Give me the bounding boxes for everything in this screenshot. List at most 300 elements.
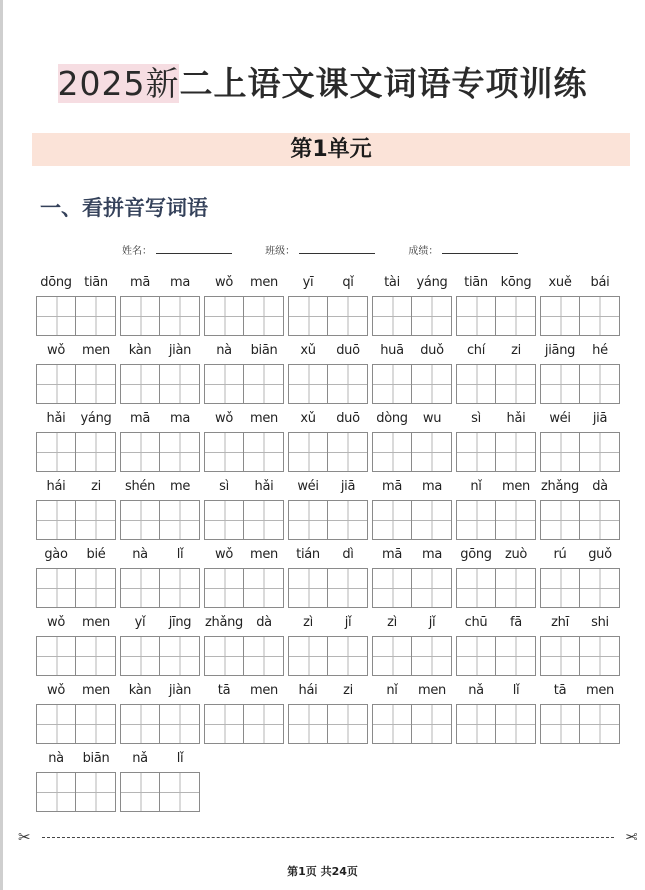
pinyin-line	[120, 270, 200, 296]
pinyin-syllable: men	[501, 479, 530, 494]
tianzige-pair	[288, 568, 368, 608]
word-item	[372, 610, 452, 678]
writing-cell[interactable]	[160, 364, 200, 404]
pinyin-syllable: bái	[590, 275, 610, 290]
pinyin-syllable: shi	[591, 615, 609, 630]
pinyin-syllable: mā	[381, 547, 403, 562]
pinyin-syllable: wéi	[297, 479, 319, 494]
pinyin-line	[456, 474, 536, 500]
writing-cell[interactable]	[120, 296, 160, 336]
tianzige-pair	[288, 500, 368, 540]
tianzige-pair	[540, 636, 620, 676]
tianzige-pair	[456, 432, 536, 472]
pinyin-syllable: jīng	[168, 615, 192, 630]
writing-cell[interactable]	[540, 636, 580, 676]
writing-cell[interactable]	[580, 364, 620, 404]
writing-cell[interactable]	[496, 636, 536, 676]
writing-cell[interactable]	[120, 432, 160, 472]
writing-cell[interactable]	[160, 296, 200, 336]
name-blank[interactable]	[156, 244, 232, 254]
exercise-row	[36, 542, 626, 610]
writing-cell[interactable]	[288, 364, 328, 404]
dashed-divider	[42, 837, 614, 838]
writing-cell[interactable]	[204, 636, 244, 676]
pinyin-syllable: guǒ	[588, 547, 612, 562]
tianzige-pair	[204, 500, 284, 540]
pinyin-syllable: shén	[124, 479, 156, 494]
writing-cell[interactable]	[244, 500, 284, 540]
pinyin-syllable: zuò	[504, 547, 528, 562]
writing-cell[interactable]	[412, 296, 452, 336]
pinyin-syllable: wéi	[549, 411, 571, 426]
pinyin-syllable: hái	[298, 683, 318, 698]
pinyin-line	[540, 610, 620, 636]
tianzige-pair	[120, 432, 200, 472]
pinyin-syllable: dà	[256, 615, 272, 630]
pinyin-line	[36, 542, 116, 568]
writing-cell[interactable]	[36, 568, 76, 608]
scissors-icon: ✂	[625, 828, 638, 846]
word-item	[120, 746, 200, 814]
tianzige-pair	[372, 704, 452, 744]
pinyin-syllable: tā	[217, 683, 231, 698]
writing-cell[interactable]	[540, 568, 580, 608]
pinyin-syllable: zì	[303, 615, 313, 630]
pinyin-syllable: kōng	[500, 275, 532, 290]
word-item	[36, 678, 116, 746]
pinyin-syllable: zi	[511, 343, 521, 358]
pinyin-line	[204, 338, 284, 364]
pinyin-syllable: biān	[82, 751, 110, 766]
writing-cell[interactable]	[76, 432, 116, 472]
pinyin-line	[204, 542, 284, 568]
pinyin-line	[540, 338, 620, 364]
pinyin-syllable: men	[81, 343, 110, 358]
writing-cell[interactable]	[328, 432, 368, 472]
pinyin-syllable: wǒ	[47, 615, 65, 630]
pinyin-syllable: gōng	[460, 547, 492, 562]
word-item	[120, 678, 200, 746]
tianzige-pair	[120, 364, 200, 404]
word-item	[204, 270, 284, 338]
pinyin-syllable: fā	[510, 615, 522, 630]
writing-cell[interactable]	[496, 364, 536, 404]
tianzige-pair	[288, 432, 368, 472]
tianzige-pair	[456, 636, 536, 676]
pinyin-line	[36, 610, 116, 636]
tianzige-pair	[288, 364, 368, 404]
pinyin-syllable: nà	[216, 343, 232, 358]
writing-cell[interactable]	[288, 636, 328, 676]
writing-cell[interactable]	[244, 432, 284, 472]
writing-cell[interactable]	[204, 568, 244, 608]
writing-cell[interactable]	[288, 704, 328, 744]
writing-cell[interactable]	[204, 500, 244, 540]
writing-cell[interactable]	[120, 364, 160, 404]
writing-cell[interactable]	[288, 432, 328, 472]
pinyin-syllable: ma	[169, 275, 191, 290]
writing-cell[interactable]	[160, 500, 200, 540]
writing-cell[interactable]	[120, 568, 160, 608]
pinyin-line	[372, 338, 452, 364]
pinyin-syllable: tā	[553, 683, 567, 698]
pinyin-syllable: dòng	[376, 411, 408, 426]
pinyin-line	[36, 338, 116, 364]
writing-cell[interactable]	[456, 296, 496, 336]
pinyin-syllable: nǎ	[468, 683, 484, 698]
word-item	[288, 542, 368, 610]
writing-cell[interactable]	[160, 432, 200, 472]
writing-cell[interactable]	[540, 500, 580, 540]
pinyin-line	[120, 474, 200, 500]
writing-cell[interactable]	[328, 704, 368, 744]
pinyin-syllable: nǐ	[470, 479, 482, 494]
writing-cell[interactable]	[540, 296, 580, 336]
pinyin-syllable: dōng	[40, 275, 72, 290]
writing-cell[interactable]	[372, 500, 412, 540]
word-item	[456, 338, 536, 406]
writing-cell[interactable]	[244, 364, 284, 404]
word-item	[540, 542, 620, 610]
pinyin-syllable: chí	[466, 343, 486, 358]
writing-cell[interactable]	[412, 636, 452, 676]
pinyin-syllable: yī	[302, 275, 314, 290]
writing-cell[interactable]	[456, 704, 496, 744]
word-item	[204, 610, 284, 678]
word-item	[204, 406, 284, 474]
pinyin-syllable: zi	[343, 683, 353, 698]
pinyin-syllable: men	[585, 683, 614, 698]
pinyin-line	[288, 338, 368, 364]
pinyin-line	[288, 474, 368, 500]
writing-cell[interactable]	[580, 704, 620, 744]
writing-cell[interactable]	[160, 568, 200, 608]
writing-cell[interactable]	[540, 432, 580, 472]
writing-cell[interactable]	[76, 500, 116, 540]
exercise-row	[36, 338, 626, 406]
word-item	[120, 270, 200, 338]
tianzige-pair	[36, 568, 116, 608]
pinyin-line	[120, 610, 200, 636]
word-item	[288, 338, 368, 406]
word-item	[36, 610, 116, 678]
writing-cell[interactable]	[496, 500, 536, 540]
writing-cell[interactable]	[372, 432, 412, 472]
writing-cell[interactable]	[328, 636, 368, 676]
pinyin-syllable: lǐ	[176, 751, 184, 766]
word-item	[36, 270, 116, 338]
tianzige-pair	[540, 364, 620, 404]
writing-cell[interactable]	[580, 296, 620, 336]
writing-cell[interactable]	[76, 296, 116, 336]
pinyin-syllable: sì	[219, 479, 229, 494]
writing-cell[interactable]	[372, 364, 412, 404]
writing-cell[interactable]	[244, 568, 284, 608]
word-item	[372, 406, 452, 474]
exercise-row	[36, 474, 626, 542]
pinyin-syllable: lǐ	[512, 683, 520, 698]
page-title	[0, 58, 645, 105]
cut-line	[18, 828, 638, 846]
pinyin-syllable: chū	[464, 615, 488, 630]
word-item	[456, 406, 536, 474]
pinyin-line	[372, 474, 452, 500]
tianzige-pair	[372, 636, 452, 676]
writing-cell[interactable]	[36, 432, 76, 472]
tianzige-pair	[372, 296, 452, 336]
pinyin-line	[372, 270, 452, 296]
writing-cell[interactable]	[120, 500, 160, 540]
writing-cell[interactable]	[36, 636, 76, 676]
word-item	[36, 542, 116, 610]
writing-cell[interactable]	[372, 636, 412, 676]
pinyin-line	[36, 474, 116, 500]
word-item	[456, 474, 536, 542]
tianzige-pair	[372, 568, 452, 608]
writing-cell[interactable]	[496, 432, 536, 472]
writing-cell[interactable]	[328, 364, 368, 404]
writing-cell[interactable]	[76, 772, 116, 812]
score-blank[interactable]	[442, 244, 518, 254]
pinyin-syllable: rú	[553, 547, 567, 562]
exercise-row	[36, 678, 626, 746]
pinyin-line	[36, 746, 116, 772]
word-item	[204, 338, 284, 406]
word-item	[456, 542, 536, 610]
pinyin-syllable: zi	[91, 479, 101, 494]
pinyin-syllable: yáng	[80, 411, 112, 426]
writing-cell[interactable]	[456, 568, 496, 608]
writing-cell[interactable]	[456, 500, 496, 540]
tianzige-pair	[36, 636, 116, 676]
writing-cell[interactable]	[328, 296, 368, 336]
word-item	[540, 406, 620, 474]
pinyin-syllable: xǔ	[300, 343, 316, 358]
pinyin-syllable: jiāng	[544, 343, 576, 358]
pinyin-line	[120, 678, 200, 704]
pinyin-syllable: zì	[387, 615, 397, 630]
writing-cell[interactable]	[288, 568, 328, 608]
writing-cell[interactable]	[288, 500, 328, 540]
pinyin-syllable: men	[249, 411, 278, 426]
pinyin-syllable: tiān	[464, 275, 488, 290]
pinyin-exercise-grid	[36, 270, 626, 814]
writing-cell[interactable]	[244, 636, 284, 676]
word-item	[372, 542, 452, 610]
writing-cell[interactable]	[456, 636, 496, 676]
writing-cell[interactable]	[580, 500, 620, 540]
word-item	[120, 610, 200, 678]
pinyin-syllable: hái	[46, 479, 66, 494]
pinyin-syllable: mā	[129, 411, 151, 426]
tianzige-pair	[204, 704, 284, 744]
score-field	[408, 242, 518, 257]
pinyin-line	[456, 678, 536, 704]
title-text: 二上语文课文词语专项训练	[179, 64, 588, 103]
pinyin-syllable: bié	[86, 547, 106, 562]
pinyin-syllable: jǐ	[344, 615, 352, 630]
pinyin-syllable: mā	[129, 275, 151, 290]
writing-cell[interactable]	[244, 296, 284, 336]
pinyin-syllable: kàn	[128, 683, 152, 698]
tianzige-pair	[456, 500, 536, 540]
writing-cell[interactable]	[76, 636, 116, 676]
pinyin-syllable: huā	[380, 343, 404, 358]
tianzige-pair	[372, 364, 452, 404]
writing-cell[interactable]	[76, 568, 116, 608]
word-item	[204, 678, 284, 746]
name-field	[122, 242, 232, 257]
tianzige-pair	[204, 636, 284, 676]
pinyin-syllable: hǎi	[506, 411, 526, 426]
pinyin-syllable: hé	[592, 343, 608, 358]
pinyin-line	[204, 678, 284, 704]
tianzige-pair	[204, 568, 284, 608]
exercise-row	[36, 746, 626, 814]
tianzige-pair	[36, 432, 116, 472]
writing-cell[interactable]	[412, 704, 452, 744]
word-item	[372, 270, 452, 338]
pinyin-syllable: jiàn	[168, 343, 192, 358]
pinyin-line	[456, 406, 536, 432]
title-year-highlight: 2025新	[57, 64, 180, 103]
writing-cell[interactable]	[160, 636, 200, 676]
writing-cell[interactable]	[120, 704, 160, 744]
writing-cell[interactable]	[580, 636, 620, 676]
writing-cell[interactable]	[372, 568, 412, 608]
tianzige-pair	[36, 500, 116, 540]
pinyin-syllable: zhī	[551, 615, 569, 630]
writing-cell[interactable]	[160, 704, 200, 744]
tianzige-pair	[120, 568, 200, 608]
writing-cell[interactable]	[412, 364, 452, 404]
writing-cell[interactable]	[412, 500, 452, 540]
tianzige-pair	[288, 704, 368, 744]
writing-cell[interactable]	[328, 500, 368, 540]
pinyin-line	[372, 406, 452, 432]
writing-cell[interactable]	[496, 568, 536, 608]
writing-cell[interactable]	[204, 432, 244, 472]
word-item	[456, 610, 536, 678]
pinyin-line	[372, 678, 452, 704]
pinyin-syllable: duǒ	[420, 343, 444, 358]
pinyin-syllable: gào	[44, 547, 68, 562]
pinyin-syllable: dì	[342, 547, 354, 562]
tianzige-pair	[456, 568, 536, 608]
writing-cell[interactable]	[372, 296, 412, 336]
pinyin-line	[372, 610, 452, 636]
score-label: 成绩：	[408, 246, 439, 257]
writing-cell[interactable]	[36, 364, 76, 404]
writing-cell[interactable]	[496, 296, 536, 336]
pinyin-syllable: jiā	[592, 411, 608, 426]
pinyin-syllable: xǔ	[300, 411, 316, 426]
pinyin-line	[288, 542, 368, 568]
writing-cell[interactable]	[204, 296, 244, 336]
pinyin-line	[204, 406, 284, 432]
pinyin-syllable: biān	[250, 343, 278, 358]
tianzige-pair	[456, 364, 536, 404]
pinyin-syllable: dà	[592, 479, 608, 494]
writing-cell[interactable]	[456, 364, 496, 404]
pinyin-syllable: nà	[132, 547, 148, 562]
pinyin-syllable: xuě	[548, 275, 572, 290]
writing-cell[interactable]	[328, 568, 368, 608]
tianzige-pair	[36, 704, 116, 744]
word-item	[372, 338, 452, 406]
word-item	[540, 678, 620, 746]
word-item	[36, 406, 116, 474]
pinyin-line	[372, 542, 452, 568]
class-field	[265, 242, 375, 257]
writing-cell[interactable]	[204, 704, 244, 744]
pinyin-syllable: tián	[296, 547, 320, 562]
writing-cell[interactable]	[456, 432, 496, 472]
writing-cell[interactable]	[540, 704, 580, 744]
tianzige-pair	[540, 704, 620, 744]
writing-cell[interactable]	[580, 432, 620, 472]
pinyin-syllable: duō	[336, 411, 360, 426]
unit-banner: 第1单元	[32, 133, 630, 166]
writing-cell[interactable]	[372, 704, 412, 744]
pinyin-syllable: men	[417, 683, 446, 698]
tianzige-pair	[204, 296, 284, 336]
pinyin-syllable: qǐ	[342, 275, 354, 290]
name-label: 姓名：	[122, 246, 152, 257]
writing-cell[interactable]	[580, 568, 620, 608]
writing-cell[interactable]	[36, 500, 76, 540]
pinyin-line	[36, 678, 116, 704]
pinyin-syllable: wǒ	[215, 275, 233, 290]
pinyin-syllable: mā	[381, 479, 403, 494]
writing-cell[interactable]	[36, 704, 76, 744]
writing-cell[interactable]	[412, 432, 452, 472]
writing-cell[interactable]	[76, 364, 116, 404]
pinyin-syllable: nǐ	[386, 683, 398, 698]
writing-cell[interactable]	[412, 568, 452, 608]
writing-cell[interactable]	[288, 296, 328, 336]
pinyin-line	[456, 270, 536, 296]
writing-cell[interactable]	[160, 772, 200, 812]
writing-cell[interactable]	[204, 364, 244, 404]
writing-cell[interactable]	[496, 704, 536, 744]
pinyin-syllable: nà	[48, 751, 64, 766]
tianzige-pair	[204, 432, 284, 472]
writing-cell[interactable]	[120, 636, 160, 676]
scissors-icon: ✂	[18, 828, 31, 846]
pinyin-syllable: men	[249, 683, 278, 698]
tianzige-pair	[540, 432, 620, 472]
pinyin-syllable: yáng	[416, 275, 448, 290]
writing-cell[interactable]	[36, 772, 76, 812]
pinyin-line	[456, 610, 536, 636]
writing-cell[interactable]	[76, 704, 116, 744]
word-item	[120, 474, 200, 542]
word-item	[288, 678, 368, 746]
tianzige-pair	[288, 636, 368, 676]
writing-cell[interactable]	[120, 772, 160, 812]
pinyin-syllable: me	[169, 479, 191, 494]
pinyin-line	[36, 406, 116, 432]
writing-cell[interactable]	[244, 704, 284, 744]
pinyin-syllable: tài	[384, 275, 400, 290]
writing-cell[interactable]	[36, 296, 76, 336]
pinyin-line	[120, 406, 200, 432]
class-blank[interactable]	[299, 244, 375, 254]
tianzige-pair	[372, 500, 452, 540]
word-item	[540, 270, 620, 338]
writing-cell[interactable]	[540, 364, 580, 404]
